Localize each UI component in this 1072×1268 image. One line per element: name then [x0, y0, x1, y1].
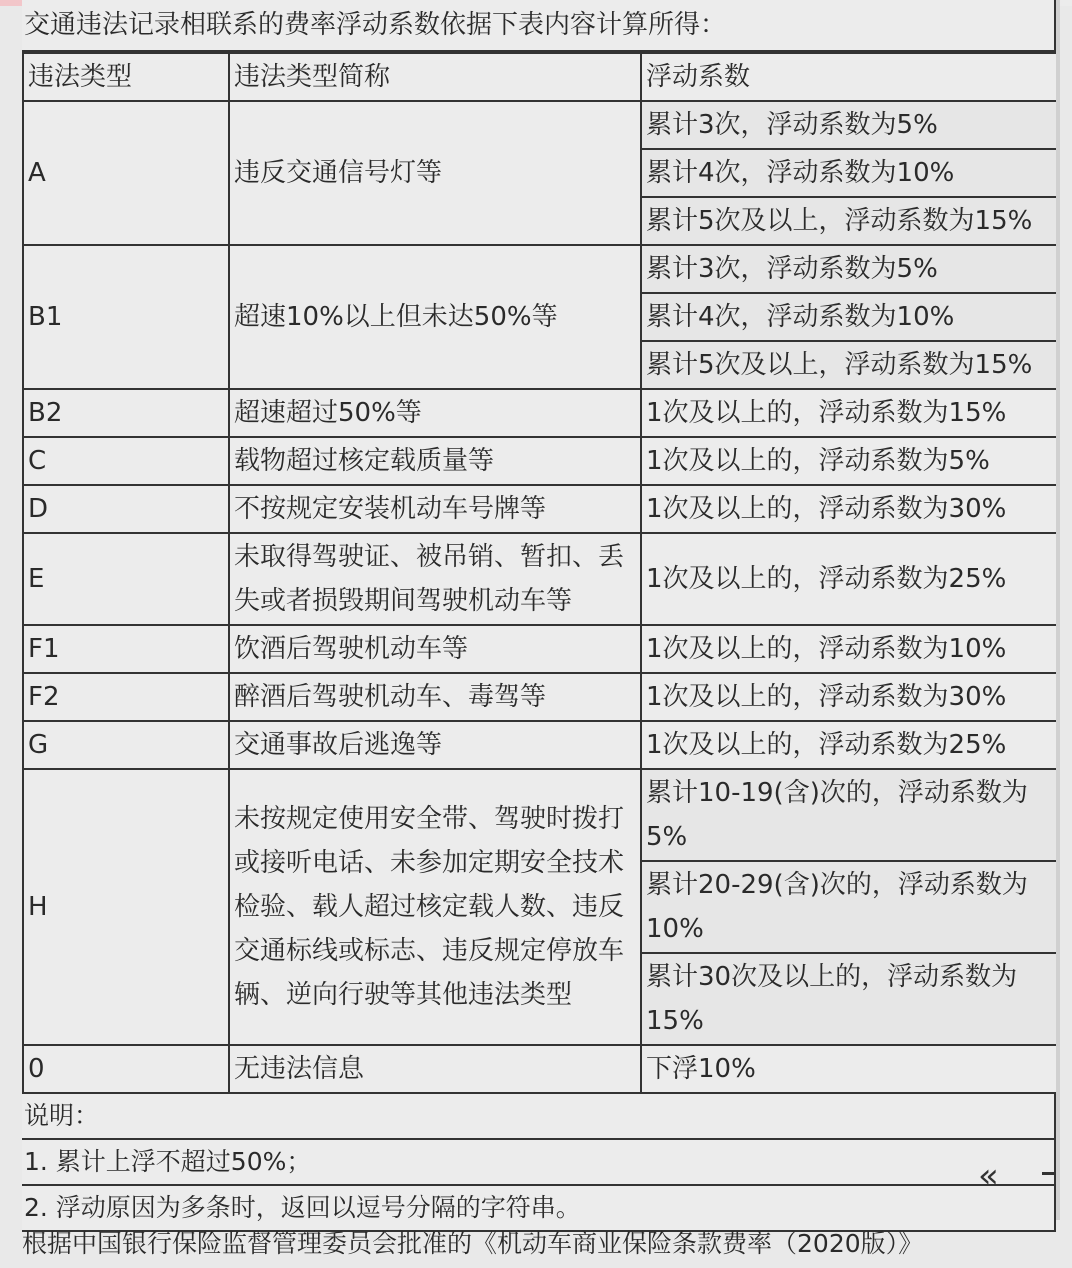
table-row	[23, 769, 1057, 861]
rate-table	[22, 52, 1058, 1094]
rate-cell: 累计4次，浮动系数为10%	[641, 293, 1057, 341]
table-row	[23, 673, 1057, 721]
violation-desc: 未按规定使用安全带、驾驶时拨打或接听电话、未参加定期安全技术检验、载人超过核定载人数、违反交通标线或标志、违反规定停放车辆、逆向行驶等其他违法类型	[229, 769, 641, 1045]
violation-code: H	[23, 769, 229, 1045]
table-row	[23, 625, 1057, 673]
table-row	[23, 533, 1057, 625]
violation-code: F1	[23, 625, 229, 673]
note-item: 1. 累计上浮不超过50%；	[22, 1140, 1056, 1186]
source-footer: 根据中国银行保险监督管理委员会批准的《机动车商业保险条款费率（2020版）》	[22, 1229, 924, 1258]
note-item: 2. 浮动原因为多条时，返回以逗号分隔的字符串。	[22, 1186, 1056, 1232]
rate-cell: 累计4次，浮动系数为10%	[641, 149, 1057, 197]
table-row	[23, 1045, 1057, 1093]
rate-cell: 1次及以上的，浮动系数为15%	[641, 389, 1057, 437]
rate-cell: 累计10-19(含)次的，浮动系数为5%	[641, 769, 1057, 861]
rate-cell: 累计3次，浮动系数为5%	[641, 101, 1057, 149]
table-row	[23, 389, 1057, 437]
page-edge	[1056, 0, 1060, 1220]
table-row	[23, 245, 1057, 293]
notes-title: 说明：	[22, 1094, 1056, 1140]
rate-cell: 1次及以上的，浮动系数为25%	[641, 533, 1057, 625]
violation-code: A	[23, 101, 229, 245]
violation-desc: 无违法信息	[229, 1045, 641, 1093]
violation-code: G	[23, 721, 229, 769]
table-row	[23, 101, 1057, 149]
table-row	[23, 721, 1057, 769]
document-heading: 交通违法记录相联系的费率浮动系数依据下表内容计算所得：	[22, 0, 1056, 52]
table-header-row	[23, 53, 1057, 101]
table-row	[23, 485, 1057, 533]
violation-desc: 未取得驾驶证、被吊销、暂扣、丢失或者损毁期间驾驶机动车等	[229, 533, 641, 625]
rate-cell: 1次及以上的，浮动系数为25%	[641, 721, 1057, 769]
rate-cell: 累计30次及以上的，浮动系数为15%	[641, 953, 1057, 1045]
violation-desc: 超速10%以上但未达50%等	[229, 245, 641, 389]
notes-section	[22, 1094, 1056, 1232]
column-header: 违法类型	[23, 53, 229, 101]
double-chevron-left-icon[interactable]: «	[978, 1156, 999, 1196]
violation-desc: 醉酒后驾驶机动车、毒驾等	[229, 673, 641, 721]
violation-desc: 违反交通信号灯等	[229, 101, 641, 245]
rate-cell: 累计3次，浮动系数为5%	[641, 245, 1057, 293]
rate-cell: 1次及以上的，浮动系数为5%	[641, 437, 1057, 485]
rate-document	[22, 0, 1056, 1232]
column-header: 浮动系数	[641, 53, 1057, 101]
rate-cell: 累计5次及以上，浮动系数为15%	[641, 341, 1057, 389]
violation-desc: 载物超过核定载质量等	[229, 437, 641, 485]
violation-desc: 超速超过50%等	[229, 389, 641, 437]
rate-cell: 1次及以上的，浮动系数为30%	[641, 673, 1057, 721]
violation-desc: 不按规定安装机动车号牌等	[229, 485, 641, 533]
column-header: 违法类型简称	[229, 53, 641, 101]
violation-code: D	[23, 485, 229, 533]
violation-desc: 交通事故后逃逸等	[229, 721, 641, 769]
rate-cell: 1次及以上的，浮动系数为30%	[641, 485, 1057, 533]
violation-code: E	[23, 533, 229, 625]
rate-cell: 累计5次及以上，浮动系数为15%	[641, 197, 1057, 245]
rate-cell: 累计20-29(含)次的，浮动系数为10%	[641, 861, 1057, 953]
violation-code: 0	[23, 1045, 229, 1093]
violation-code: B1	[23, 245, 229, 389]
violation-code: F2	[23, 673, 229, 721]
rate-cell: 下浮10%	[641, 1045, 1057, 1093]
violation-code: B2	[23, 389, 229, 437]
rate-cell: 1次及以上的，浮动系数为10%	[641, 625, 1057, 673]
violation-code: C	[23, 437, 229, 485]
table-row	[23, 437, 1057, 485]
divider-tick	[1042, 1172, 1054, 1175]
violation-desc: 饮酒后驾驶机动车等	[229, 625, 641, 673]
